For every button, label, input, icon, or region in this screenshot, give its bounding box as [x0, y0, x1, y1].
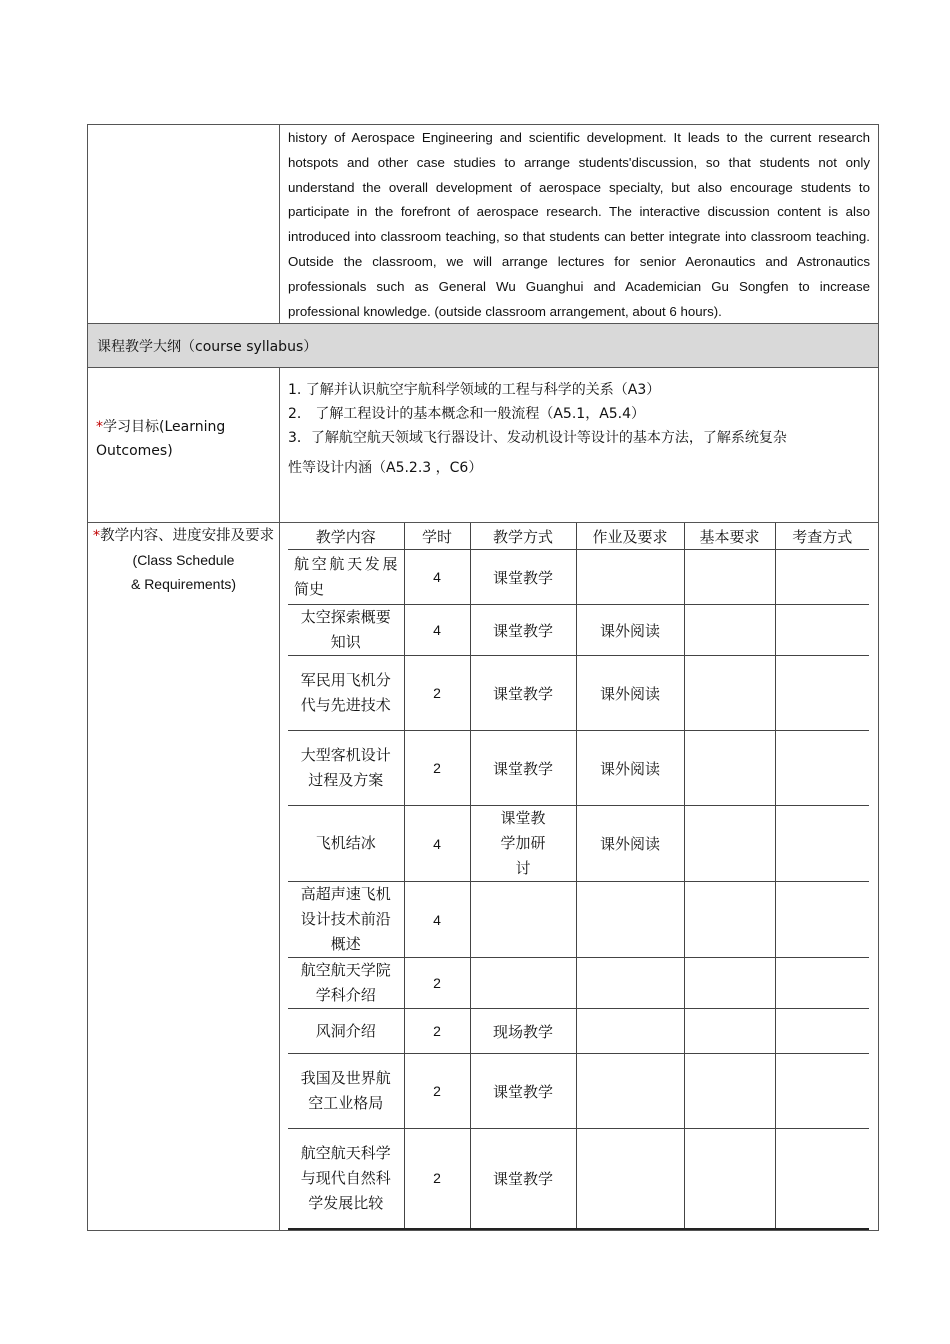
- assessment-cell: [775, 731, 869, 806]
- homework-cell: [576, 882, 684, 958]
- assessment-cell: [775, 550, 869, 605]
- method-cell: 课堂教学: [470, 605, 576, 656]
- table-row: [288, 958, 869, 1009]
- table-row: [288, 656, 869, 731]
- homework-cell: [576, 550, 684, 605]
- basic-requirement-cell: [684, 806, 775, 882]
- learning-outcomes-label-text: 学习目标(Learning Outcomes): [96, 419, 226, 459]
- topic-cell: 飞机结冰: [288, 806, 404, 882]
- basic-requirement-cell: [684, 882, 775, 958]
- column-header: 基本要求: [684, 523, 775, 550]
- schedule-table: [288, 523, 869, 1230]
- topic-cell: 太空探索概要知识: [288, 605, 404, 656]
- schedule-label-en-1: (Class Schedule: [132, 552, 235, 568]
- topic-cell: 高超声速飞机设计技术前沿概述: [288, 882, 404, 958]
- table-row: [288, 550, 869, 605]
- learning-outcomes-label-cell: [88, 368, 280, 523]
- hours-cell: 2: [404, 958, 470, 1009]
- basic-requirement-cell: [684, 1129, 775, 1229]
- hours-cell: 4: [404, 806, 470, 882]
- method-cell: 现场教学: [470, 1009, 576, 1054]
- learning-outcomes-cell: [280, 368, 879, 523]
- assessment-cell: [775, 1129, 869, 1229]
- hours-cell: 2: [404, 656, 470, 731]
- assessment-cell: [775, 806, 869, 882]
- schedule-label-cn: 教学内容、进度安排及要求: [100, 528, 275, 544]
- method-cell: [470, 882, 576, 958]
- learning-outcome-item: 性等设计内涵（A5.2.3 ，C6）: [288, 460, 483, 476]
- learning-outcomes-label: [88, 368, 279, 463]
- homework-cell: 课外阅读: [576, 731, 684, 806]
- hours-cell: 4: [404, 605, 470, 656]
- assessment-cell: [775, 605, 869, 656]
- homework-cell: [576, 1054, 684, 1129]
- column-header: 考查方式: [775, 523, 869, 550]
- narrative-cell: [280, 125, 879, 324]
- column-header: 教学方式: [470, 523, 576, 550]
- learning-outcome-item: 2． 了解工程设计的基本概念和一般流程（A5.1，A5.4）: [288, 406, 646, 422]
- topic-cell: 军民用飞机分代与先进技术: [288, 656, 404, 731]
- column-header: 学时: [404, 523, 470, 550]
- basic-requirement-cell: [684, 1009, 775, 1054]
- table-row: [288, 1009, 869, 1054]
- homework-cell: [576, 1009, 684, 1054]
- topic-cell: 大型客机设计过程及方案: [288, 731, 404, 806]
- assessment-cell: [775, 1054, 869, 1129]
- homework-cell: [576, 958, 684, 1009]
- homework-cell: 课外阅读: [576, 605, 684, 656]
- method-cell: 课堂教学: [470, 656, 576, 731]
- narrative-text: history of Aerospace Engineering and scientific development. It leads to the current research hotspots and other case studies to arrange students'discussion, so that students not only understand the overall development of aerospace specialty, but also encourage students to participate in the forefront of aerospace research. The interactive discussion content is also introduced into classroom teaching, so that students can better integrate into classroom teaching. Outside the classroom, we will arrange lectures for senior Aeronautics and Astronautics professionals such as General Wu Guanghui and Academician Gu Songfen to increase professional knowledge. (outside classroom arrangement, about 6 hours).: [288, 130, 870, 319]
- empty-label-cell: [88, 125, 280, 324]
- method-cell: 课堂教学加研讨: [470, 806, 576, 882]
- topic-cell: 我国及世界航空工业格局: [288, 1054, 404, 1129]
- hours-cell: 4: [404, 550, 470, 605]
- schedule-label-en-2: & Requirements): [130, 576, 237, 592]
- table-row: [288, 1129, 869, 1229]
- basic-requirement-cell: [684, 550, 775, 605]
- assessment-cell: [775, 656, 869, 731]
- required-star: *: [96, 419, 103, 435]
- basic-requirement-cell: [684, 958, 775, 1009]
- topic-cell: 航空航天发展简史: [288, 550, 404, 605]
- syllabus-title: 课程教学大纲（course syllabus）: [97, 338, 318, 355]
- hours-cell: 4: [404, 882, 470, 958]
- learning-outcome-item: 1. 了解并认识航空宇航科学领域的工程与科学的关系（A3）: [288, 382, 661, 398]
- learning-outcomes-list: [280, 368, 878, 522]
- method-cell: [470, 958, 576, 1009]
- table-row: [288, 731, 869, 806]
- column-header: 作业及要求: [576, 523, 684, 550]
- required-star: *: [92, 528, 101, 544]
- hours-cell: 2: [404, 1129, 470, 1229]
- method-cell: 课堂教学: [470, 731, 576, 806]
- syllabus-table: [87, 124, 879, 1231]
- method-cell: 课堂教学: [470, 1129, 576, 1229]
- topic-cell: 航空航天科学与现代自然科学发展比较: [288, 1129, 404, 1229]
- table-row: [288, 806, 869, 882]
- homework-cell: 课外阅读: [576, 806, 684, 882]
- basic-requirement-cell: [684, 656, 775, 731]
- table-row: [288, 605, 869, 656]
- column-header: 教学内容: [288, 523, 404, 550]
- hours-cell: 2: [404, 731, 470, 806]
- method-cell: 课堂教学: [470, 1054, 576, 1129]
- hours-cell: 2: [404, 1054, 470, 1129]
- table-row: [288, 882, 869, 958]
- hours-cell: 2: [404, 1009, 470, 1054]
- topic-cell: 航空航天学院学科介绍: [288, 958, 404, 1009]
- schedule-header-row: [288, 523, 869, 550]
- syllabus-header: [88, 324, 879, 368]
- schedule-label-cell: [88, 523, 280, 1231]
- basic-requirement-cell: [684, 731, 775, 806]
- schedule-label: [88, 523, 279, 596]
- assessment-cell: [775, 958, 869, 1009]
- basic-requirement-cell: [684, 605, 775, 656]
- learning-outcome-item: 3．了解航空航天领域飞行器设计、发动机设计等设计的基本方法，了解系统复杂: [288, 430, 787, 446]
- assessment-cell: [775, 1009, 869, 1054]
- homework-cell: 课外阅读: [576, 656, 684, 731]
- basic-requirement-cell: [684, 1054, 775, 1129]
- method-cell: 课堂教学: [470, 550, 576, 605]
- table-row: [288, 1054, 869, 1129]
- assessment-cell: [775, 882, 869, 958]
- homework-cell: [576, 1129, 684, 1229]
- schedule-cell: [280, 523, 879, 1231]
- topic-cell: 风洞介绍: [288, 1009, 404, 1054]
